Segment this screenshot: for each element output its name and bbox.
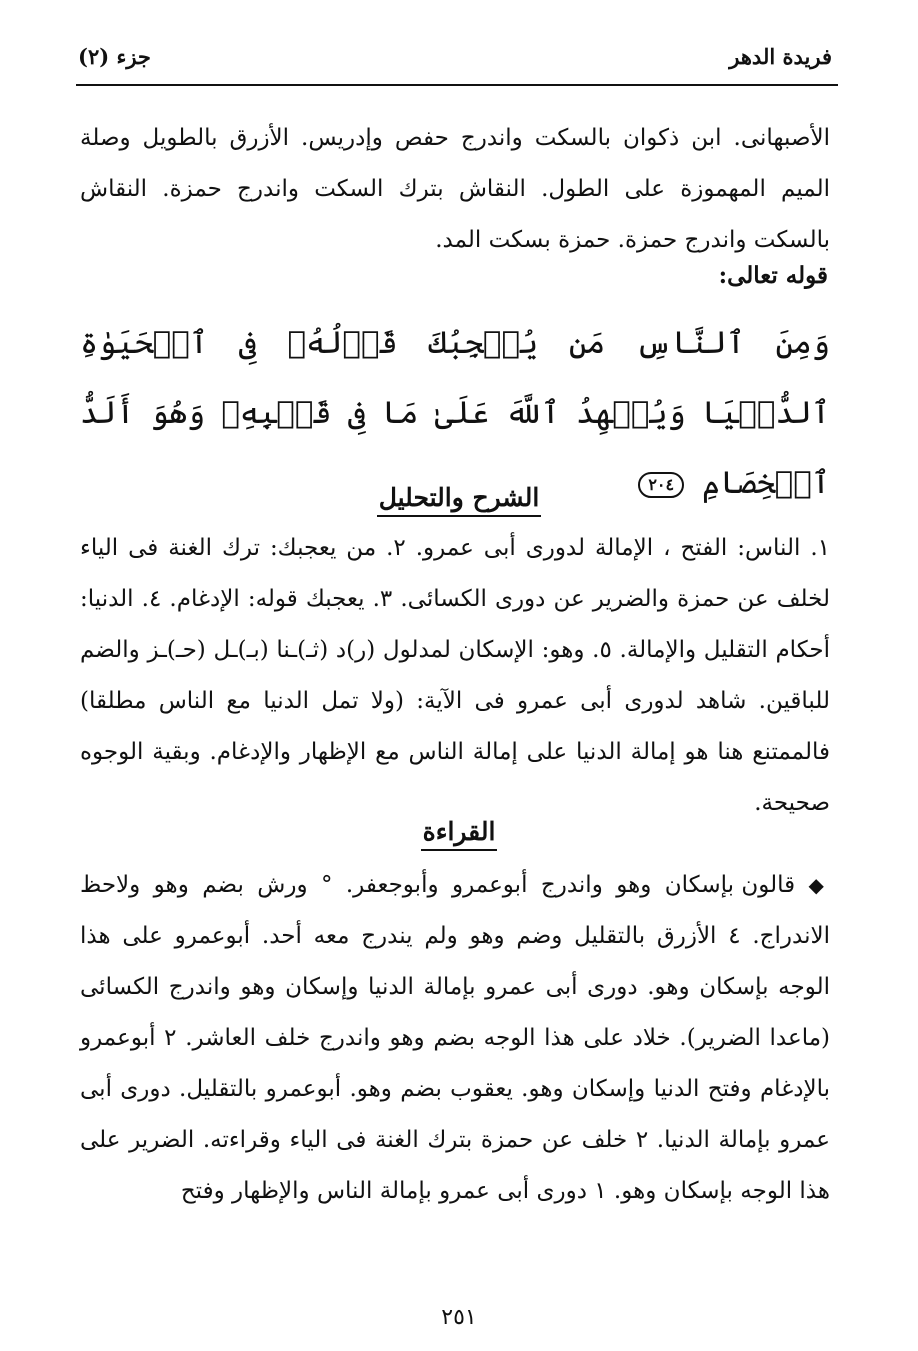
analysis-body: ١. الناس: الفتح ، الإمالة لدورى أبى عمرو. ٢. من يعجبك: ترك الغنة فى الياء لخلف عن حمزة والضرير عن دورى الكسائى. ٣. يعجبك قوله: الإدغام. ٤. الدنيا: أحكام التقليل والإمالة. ٥. وهو: الإسكان لمدلول (ر)د (ثـ)ـنا (بـ)ـل (حـ)ـز والضم للباقين. شاهد لدورى أبى عمرو فى الآية: (ولا تمل الدنيا مع الناس مطلقا) فالممتنع هنا هو إمالة الدنيا على إمالة الناس مع الإظهار والإدغام. وبقية الوجوه صحيحة. — [80, 535, 831, 816]
bullet-diamond-icon: ◆ — [808, 873, 830, 897]
reading-body — [80, 860, 830, 1217]
reading-title: القراءة — [0, 817, 918, 846]
ayah-number-badge: ٢٠٤ — [638, 472, 684, 498]
verse-text: وَمِنَ ٱلنَّاسِ مَن يُعۡجِبُكَ قَوۡلُهُۥ فِى ٱلۡحَيَوٰةِ ٱلدُّنۡيَا وَيُشۡهِدُ ٱللَّهَ عَلَىٰ مَا فِى قَلۡبِهِۦ وَهُوَ أَلَدُّ ٱلۡخِصَامِ — [80, 325, 830, 501]
volume-label: جزء (٢) — [78, 43, 151, 69]
running-header — [78, 36, 832, 76]
reading-text: قالون بإسكان وهو واندرج أبوعمرو وأبوجعفر. ° ورش بضم وهو ولاحظ الاندراج. ٤ الأزرق بالتقليل وضم وهو ولم يندرج معه أحد. أبوعمرو على هذا الوجه بإسكان وهو. دورى أبى عمرو بإمالة الدنيا وإسكان وهو واندرج الكسائى (ماعدا الضرير). خلاد على هذا الوجه بضم وهو واندرج خلف العاشر. ٢ أبوعمرو بالإدغام وفتح الدنيا وإسكان وهو. يعقوب بضم وهو. أبوعمرو بالتقليل. دورى أبى عمرو بإمالة الدنيا. ٢ خلف عن حمزة بترك الغنة فى الياء وقراءته. الضرير على هذا الوجه بإسكان وهو. ١ دورى أبى عمرو بإمالة الناس والإظهار وفتح — [80, 872, 831, 1204]
page-number: ٢٥١ — [441, 1305, 477, 1330]
header-divider — [76, 84, 838, 86]
book-title: فريدة الدهر — [729, 43, 832, 69]
verse-label: قوله تعالى: — [718, 262, 828, 289]
analysis-title: الشرح والتحليل — [0, 483, 918, 512]
top-paragraph: الأصبهانى. ابن ذكوان بالسكت واندرج حفص وإدريس. الأزرق بالطويل وصلة الميم المهموزة على الطول. النقاش بترك السكت واندرج حمزة. النقاش بالسكت واندرج حمزة. حمزة بسكت المد. — [80, 125, 830, 253]
